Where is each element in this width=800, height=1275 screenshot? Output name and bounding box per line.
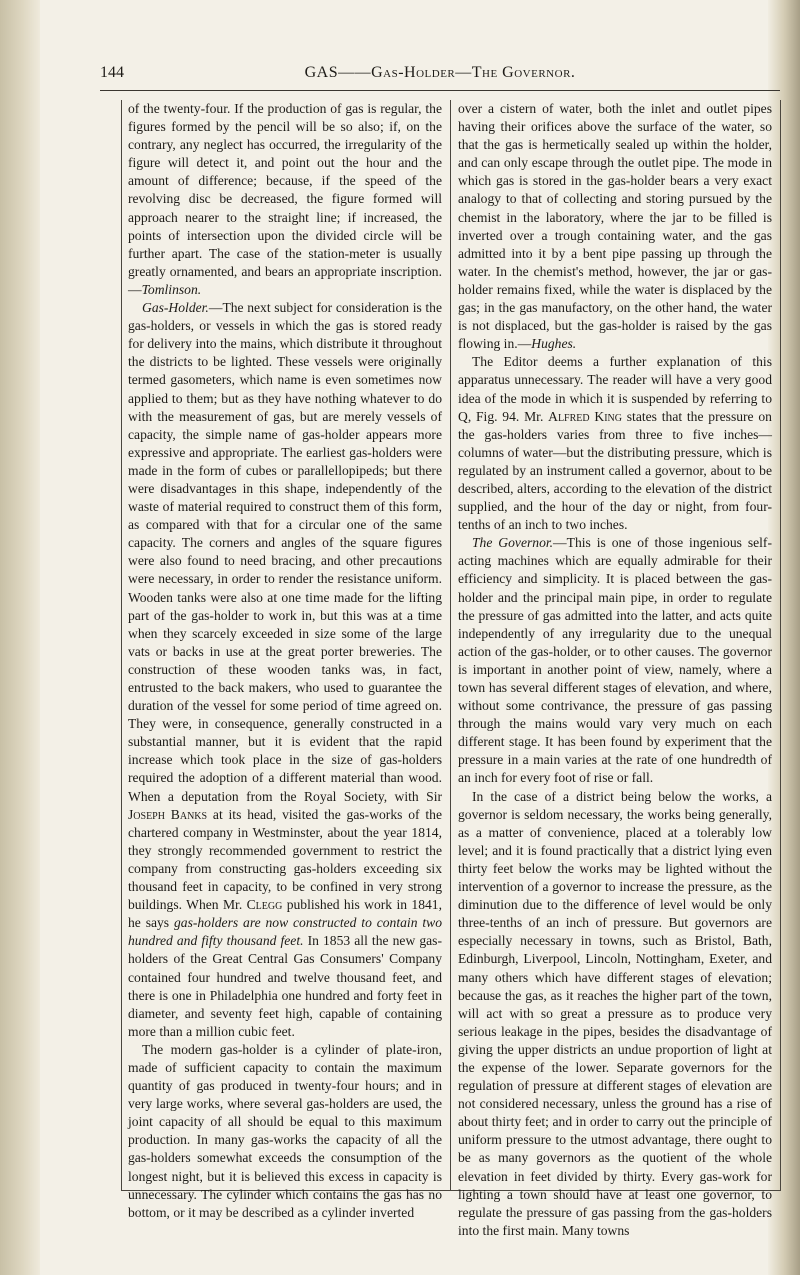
citation: Hughes. (531, 336, 577, 352)
paragraph (458, 534, 772, 787)
person-name: Alfred King (548, 408, 622, 424)
paragraph-text: In 1853 all the new gas-holders of the Great Central Gas Consumers' Company contained four hundred and twelve thousand feet, and there is one in Philadelphia one hundred and forty feet in diameter, and seventy feet high, capable of containing more than a million cubic feet. (128, 933, 442, 1039)
citation: Tomlinson. (141, 281, 202, 297)
paragraph-text: In the case of a district being below the works, a governor is seldom necessary, the works being generally, as a matter of convenience, placed at a tolerably low level; and it is found practically that a district lying even thirty feet below the works may be lighted without the intervention of a governor to increase the pressure, as the diminution due to the difference of level would be only three-tenths of an inch of pressure. But governors are especially necessary in towns, such as Bristol, Bath, Edinburgh, Liverpool, Lincoln, Nottingham, Exeter, and many others which have different stages of elevation; because the gas, as it reaches the higher part of the town, will act with so great a pressure as to produce very serious leakage in the pipes, besides the disadvantage of giving the upper districts an undue proportion of light at the expense of the lower. Separate governors for the regulation of pressure at different stages of elevation are not considered necessary, unless the ground has a rise of about thirty feet; and in order to carry out the principle of uniform pressure to the utmost advantage, there ought to be as many governors as the quotient of the whole elevation in feet divided by thirty. Every gas-work for lighting a town should have at least one governor, to regulate the pressure of gas passing from the gas-holders into the first main. Many towns (458, 788, 772, 1238)
column-rule-left (121, 100, 122, 1190)
paragraph-text: The modern gas-holder is a cylinder of plate-iron, made of sufficient capacity to contain the maximum quantity of gas produced in twenty-four hours; and in very large works, where several gas-holders are used, the joint capacity of all should be equal to this maximum production. In many gas-works the capacity of all the gas-holders somewhat exceeds the consumption of the longest night, but it is believed this excess in capacity is unnecessary. The cylinder which contains the gas has no bottom, or it may be described as a cylinder inverted (128, 1041, 442, 1220)
paragraph-text: at its head, visited the gas-works of the chartered company in Westminster, about the year 1814, they strongly recommended government to restrict the company from constructing gas-holders exceeding six thousand feet in capacity, to be confined in very strong buildings. When Mr. (128, 806, 442, 913)
page-header (100, 60, 780, 91)
right-column (458, 100, 772, 1238)
paragraph (128, 100, 442, 299)
paragraph-text: published his work in 1841, he says (128, 897, 442, 931)
quoted-text: gas-holders are now constructed to contain two hundred and fifty thousand feet. (128, 915, 442, 949)
person-name: Clegg (246, 897, 283, 913)
paragraph-text: of the twenty-four. If the production of gas is regular, the figures formed by the pencil will be so also; if, on the contrary, any neglect has occurred, the irregularity of the figure will detect it, and point out the hour and the amount of difference; because, if the speed of the revolving disc be decreased, the figure formed will approach nearer to the straight line; if increased, the points of intersection upon the divided circle will be further apart. The case of the station-meter is usually greatly ornamented, and bears an appropriate inscription.— (128, 101, 442, 297)
column-rule-middle (450, 100, 451, 1190)
paragraph (458, 100, 772, 353)
paragraph (458, 353, 772, 534)
paragraph (128, 299, 442, 1041)
person-name: Joseph Banks (128, 806, 208, 822)
paragraph (458, 788, 772, 1240)
paragraph-text: states that the pressure on the gas-holders varies from three to five inches—columns of water—but the distributing pressure, which is regulated by an instrument called a governor, about to be described, alters, according to the elevation of the district supplied, and the hour of the day or night, from four-tenths of an inch to two inches. (458, 408, 772, 533)
paragraph (128, 1041, 442, 1222)
page-number: 144 (100, 64, 124, 81)
paragraph-text: over a cistern of water, both the inlet and outlet pipes having their orifices above the surface of the water, so that the gas is hermetically sealed up within the holder, and can only escape through the outlet pipe. The mode in which gas is stored in the gas-holder bears a very exact analogy to that of collecting and storing pursued by the chemist in the laboratory, where the jar to be filled is inverted over a trough containing water, and the gas admitted into it by a bent pipe passing up through the water. In the chemist's method, however, the jar or gas-holder remains fixed, while the water is displaced by the gas; in the gas manufactory, on the other hand, the water is not displaced, but the gas-holder is raised by the gas flowing in.— (458, 101, 772, 352)
running-head: GAS——Gas-Holder—The Governor. (304, 64, 576, 81)
section-heading: Gas-Holder. (142, 300, 209, 316)
book-gutter-right (768, 0, 800, 1275)
column-rule-right (780, 100, 781, 1190)
paragraph-text: —The next subject for consideration is the gas-holders, or vessels in which the gas is stored ready for delivery into the mains, which distribute it throughout the districts to be lighted. These vessels were originally termed gasometers, which name is even sometimes now applied to them; but as they have nothing whatever to do with the measurement of gas, but are merely vessels of capacity, the simple name of gas-holder appears more expressive and appropriate. The earliest gas-holders were made in the form of cubes or parallellopipeds; but there were disadvantages in this shape, independently of the waste of material required to construct them of this form, as compared with that for a circular one of the same capacity. The corners and angles of the square figures were also found to need bracing, and other precautions were necessary, in order to render the resistance uniform. Wooden tanks were also at one time made for the lifting part of the gas-holder to work in, but this was at a time when they scarcely exceeded in size some of the large vats or backs in use at the great porter breweries. The construction of these wooden tanks was, in fact, entrusted to the back makers, who used to guarantee the duration of the vessel for some period of time agreed on. They were, in consequence, generally constructed in a substantial manner, but it is evident that the rapid increase which took place in the size of gas-holders required the adoption of a different material than wood. When a deputation from the Royal Society, with Sir (128, 300, 442, 804)
paragraph-text: —This is one of those ingenious self-acting machines which are equally admirable for their efficiency and simplicity. It is placed between the gas-holder and the principal main pipe, in order to regulate the pressure of gas admitted into the latter, and acts quite independently of any irregularity due to the unequal action of the gas-holder, or to other causes. The governor is important in another point of view, namely, where a town has several different stages of elevation, and where, without some contrivance, the pressure of gas passing through the mains would vary very much on each different stage. It has been found by experiment that the pressure in a main varies at the rate of one hundredth of an inch for every foot of rise or fall. (458, 535, 772, 786)
book-gutter-left (0, 0, 40, 1275)
section-heading: The Governor. (472, 535, 554, 551)
paragraph-text: The Editor deems a further explanation of this apparatus unnecessary. The reader will have a very good idea of the mode in which it is suspended by referring to Q, Fig. 94. Mr. (458, 354, 772, 424)
left-column (128, 100, 442, 1220)
